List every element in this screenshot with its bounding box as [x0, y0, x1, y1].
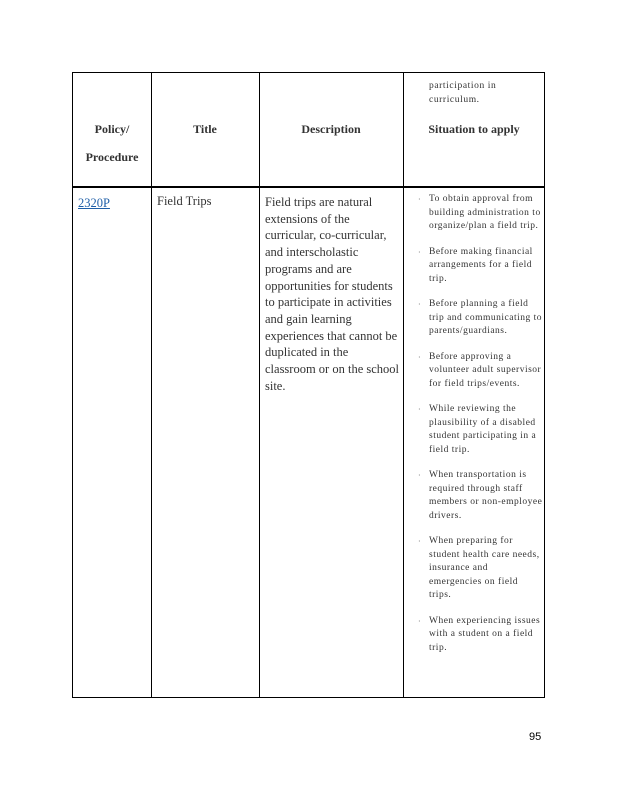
bullet-icon: ·: [418, 537, 422, 546]
situation-cell: [403, 193, 543, 667]
situation-text: When transportation is required through staff members or non-employee drivers.: [429, 470, 543, 521]
list-item: [403, 351, 543, 392]
policy-link-2320p[interactable]: 2320P: [78, 196, 110, 210]
bullet-icon: ·: [418, 247, 422, 257]
situation-text: Before planning a field trip and communicating to parents/guardians.: [429, 299, 543, 336]
situation-text: While reviewing the plausibility of a disabled student participating in a field trip.: [429, 404, 537, 455]
header-policy-line1: Policy/: [94, 122, 130, 136]
list-item: [403, 469, 543, 523]
bullet-icon: ·: [418, 300, 422, 309]
list-item: [403, 193, 543, 234]
bullet-icon: ·: [418, 471, 422, 480]
bullet-icon: ·: [418, 405, 422, 414]
list-item: [403, 403, 543, 457]
previous-row-text: participation in curriculum.: [429, 81, 497, 105]
header-situation: Situation to apply: [428, 122, 520, 136]
situation-text: Before making financial arrangements for a field trip.: [429, 246, 533, 284]
situation-list: [403, 193, 543, 655]
list-item: [403, 298, 543, 339]
column-divider: [151, 73, 152, 697]
list-item: [403, 615, 543, 656]
list-item: [403, 246, 543, 287]
header-policy: [73, 115, 151, 171]
bullet-icon: ·: [418, 352, 422, 362]
title-cell: Field Trips: [157, 194, 212, 208]
situation-text: Before approving a volunteer adult supervisor for field trips/events.: [429, 351, 542, 389]
bullet-icon: ·: [418, 616, 422, 626]
column-divider: [259, 73, 260, 697]
page-number: 95: [529, 731, 542, 743]
policy-table: [72, 72, 545, 698]
situation-text: When preparing for student health care needs, insurance and emergencies on field trips.: [429, 536, 540, 600]
header-title: Title: [193, 122, 217, 136]
situation-text: When experiencing issues with a student on a field trip.: [429, 615, 541, 653]
header-description: Description: [301, 122, 361, 136]
header-divider: [73, 186, 544, 188]
situation-text: To obtain approval from building administration to organize/plan a field trip.: [429, 194, 541, 231]
bullet-icon: ·: [418, 195, 422, 204]
policy-cell: [78, 194, 148, 212]
description-cell: Field trips are natural extensions of the curricular, co-curricular, and interscholastic programs and are opportunities for students to participate in activities and gain learning experiences that cannot be duplicated in the classroom or on the school site.: [265, 195, 400, 393]
list-item: [403, 535, 543, 603]
header-policy-line2: Procedure: [85, 150, 139, 164]
